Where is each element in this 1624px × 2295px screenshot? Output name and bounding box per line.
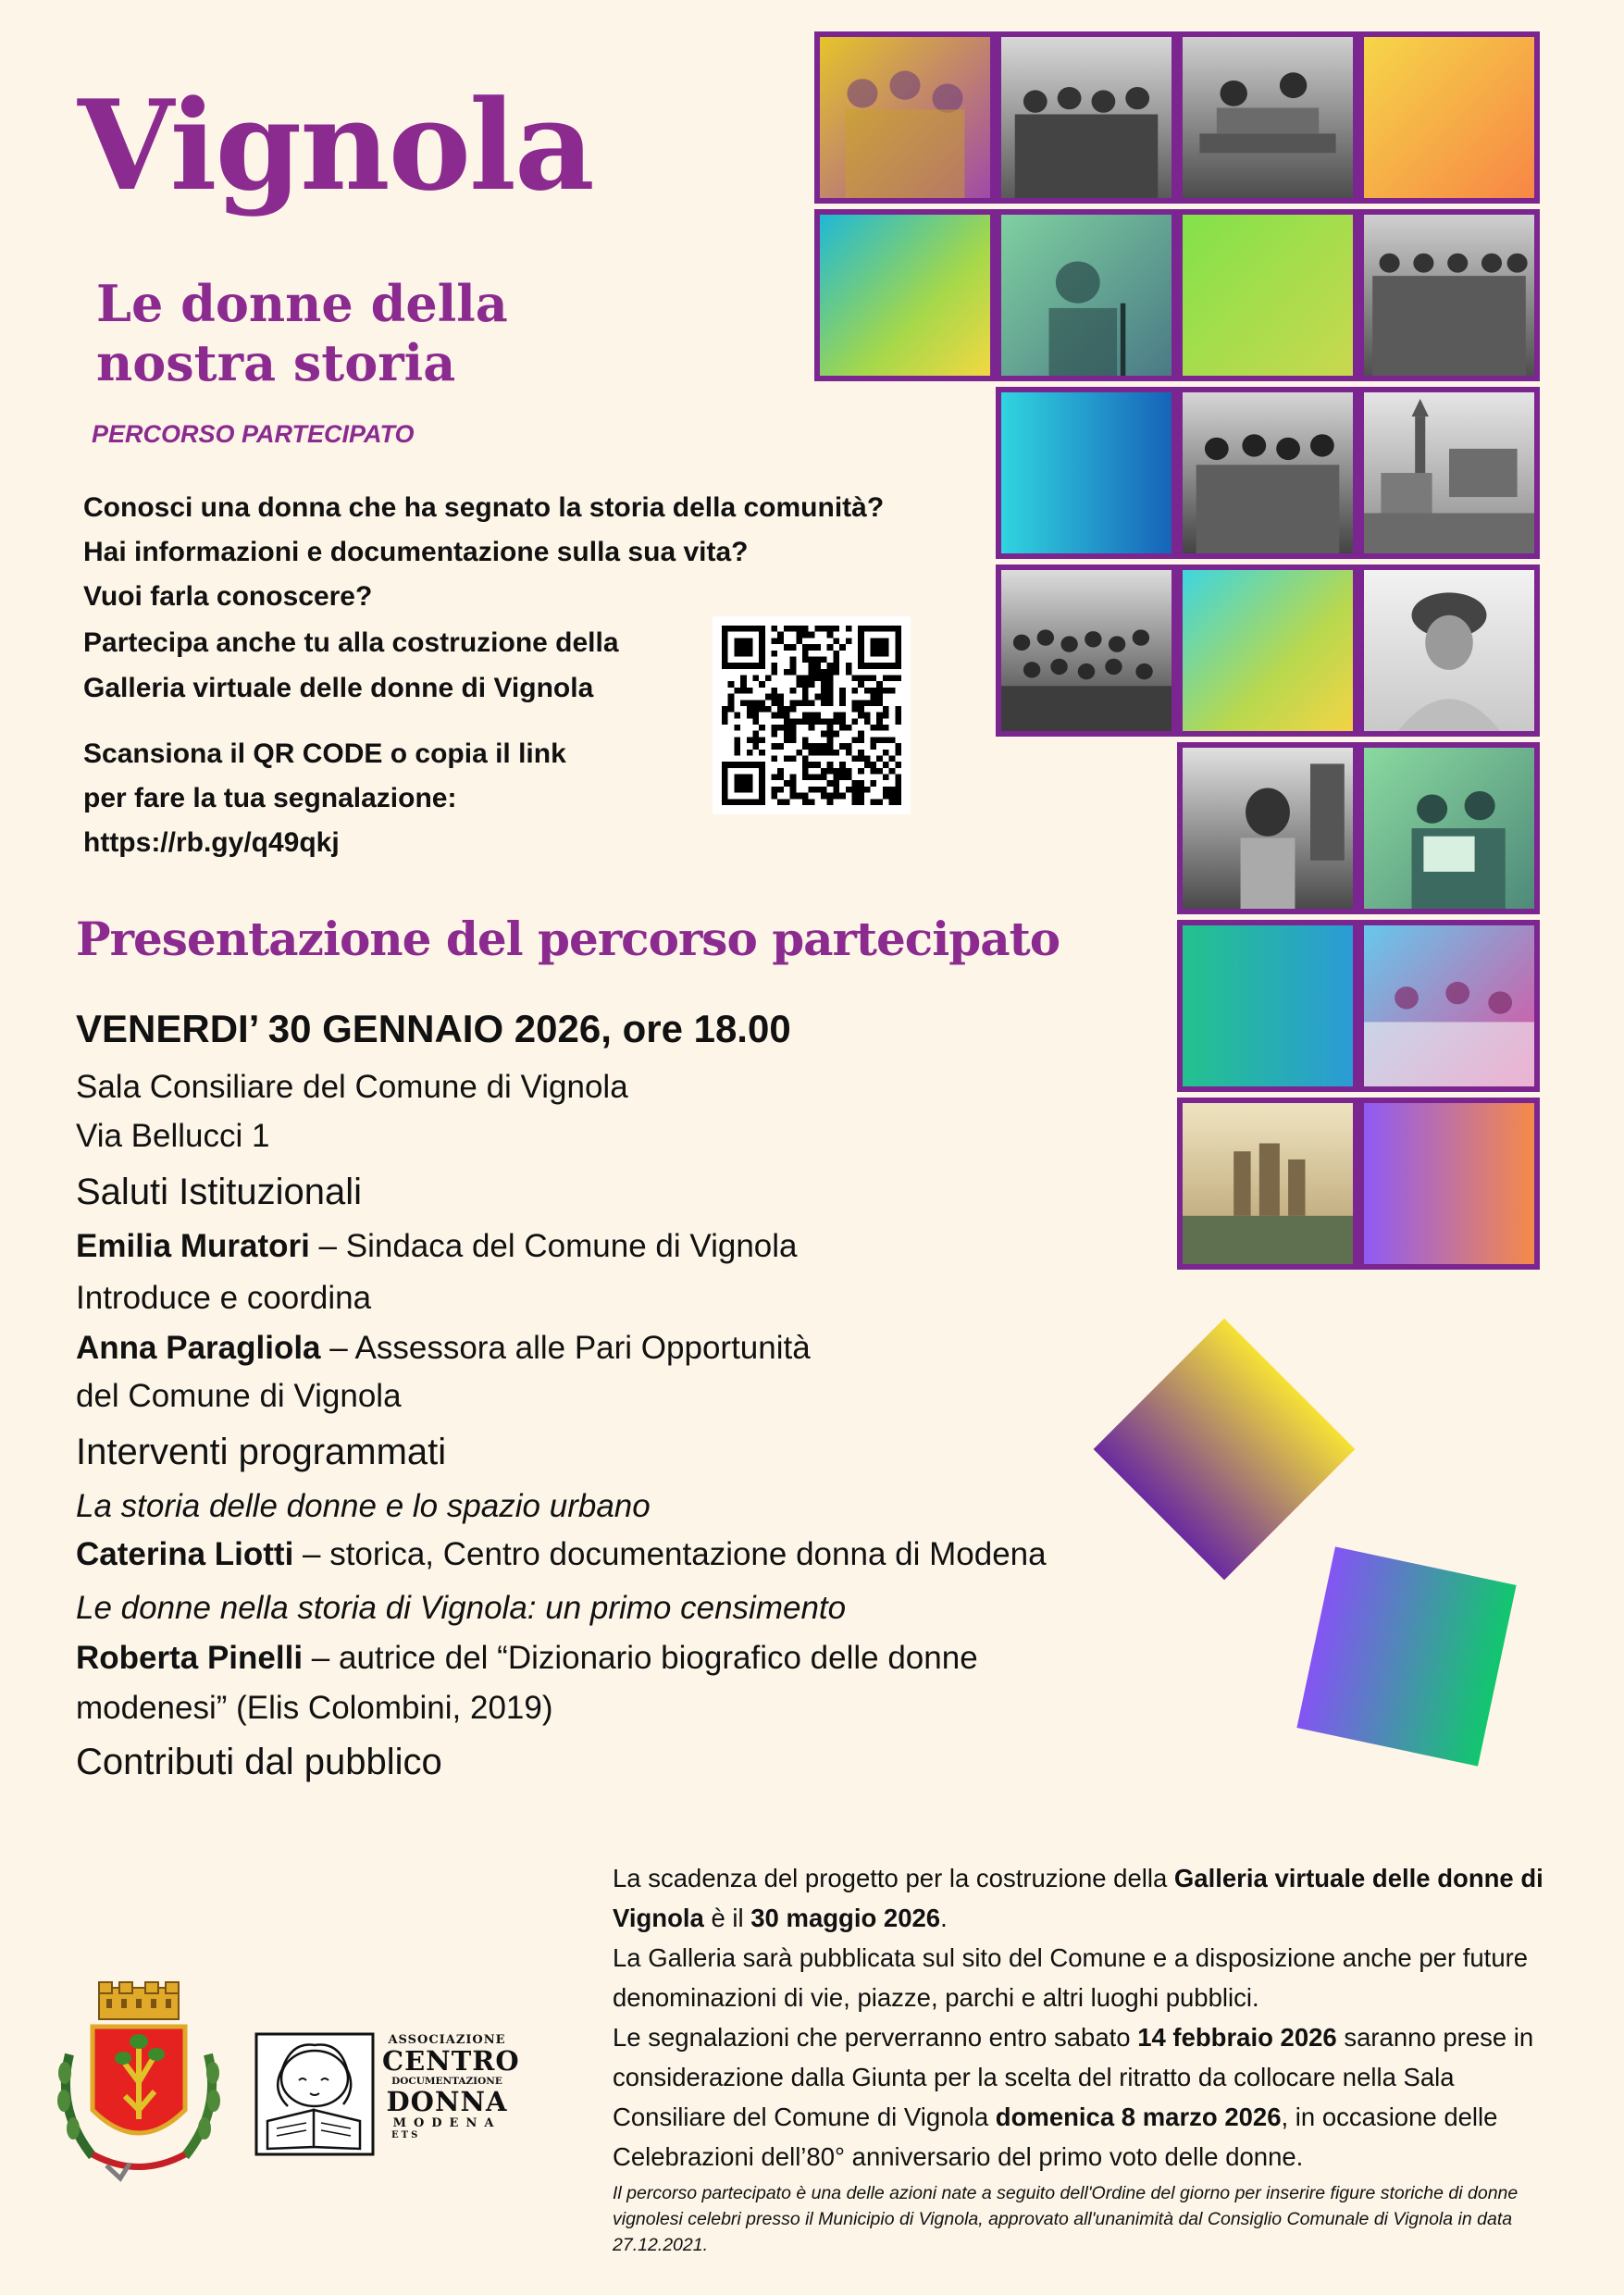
speaker-4-name: Roberta Pinelli [76,1640,304,1676]
footer-paragraph-deadline [613,1858,1566,1938]
decorative-square-violet-green [1286,1536,1527,1777]
color-square [1177,564,1358,737]
intro-line-4: Partecipa anche tu alla costruzione della [83,627,619,658]
intro-line-3: Vuoi farla conoscere? [83,581,373,612]
scan-line-1: Scansiona il QR CODE o copia il link [83,738,566,769]
color-square [996,387,1177,559]
photo-vignola-town-bw [1358,387,1540,559]
photo-women-group-tinted [814,31,996,204]
cdd-line-4: DONNA [386,2085,508,2117]
footer-deadline-date: 30 maggio 2026 [750,1904,941,1932]
color-square [814,209,996,381]
footer-text: . [940,1904,948,1932]
color-square [1177,920,1358,1092]
intro-heading: Introduce e coordina [76,1280,372,1316]
greetings-heading: Saluti Istituzionali [76,1172,363,1212]
color-square [1358,31,1540,204]
qr-code-pattern [722,626,901,805]
footer-text: , in occasione delle Celebrazioni dell’80° anniversario del primo voto delle donne. [613,2103,1498,2171]
color-square [1177,209,1358,381]
footer-info [613,1858,1566,2177]
closing-heading: Contributi dal pubblico [76,1742,442,1782]
cdd-line-5: MODENA [392,2115,502,2130]
speaker-4-role-line-2: modenesi” (Elis Colombini, 2019) [76,1690,553,1726]
speaker-3-name: Caterina Liotti [76,1536,294,1572]
page-title: Vignola [78,72,593,218]
speaker-1-role: – Sindaca del Comune di Vignola [309,1228,798,1264]
page-subtitle [96,274,614,392]
photo-group-bw [996,31,1177,204]
qr-code[interactable] [713,616,911,814]
footer-signal-date: 14 febbraio 2026 [1137,2023,1337,2052]
speaker-3-role: – storica, Centro documentazione donna di Modena [293,1536,1047,1572]
tagline: PERCORSO PARTECIPATO [92,420,415,448]
intro-line-2: Hai informazioni e documentazione sulla sua vita? [83,537,749,567]
photo-woman-shop-bw [1177,742,1358,914]
footer-text: è il [703,1904,751,1932]
cdd-line-6: ETS [391,2129,421,2140]
speaker-1 [76,1228,798,1265]
cdd-line-1: ASSOCIAZIONE [388,2033,506,2047]
photo-nurses-group-bw [1358,209,1540,381]
photo-women-newspaper-tinted [1358,742,1540,914]
photo-hospital-ward-tinted [1358,920,1540,1092]
venue-name: Sala Consiliare del Comune di Vignola [76,1069,628,1105]
footer-gallery-name: Galleria virtuale delle donne di Vignola [613,1864,1543,1932]
speaker-2 [76,1330,811,1367]
speaker-2-name: Anna Paragliola [76,1330,321,1366]
speaker-2-role-line-2: del Comune di Vignola [76,1378,402,1414]
color-square [1358,1098,1540,1270]
talk-2-title: Le donne nella storia di Vignola: un primo censimento [76,1590,847,1626]
footer-text: Le segnalazioni che perverranno entro sabato [613,2023,1138,2052]
photo-workers-group-bw [1177,387,1358,559]
footer-text: saranno prese in considerazione dalla Giunta per la scelta del ritratto da collocare nella Sala Consiliare del Comune di Vignola [613,2023,1534,2131]
intro-line-5: Galleria virtuale delle donne di Vignola [83,673,594,703]
scan-line-2: per fare la tua segnalazione: [83,783,457,813]
centro-documentazione-donna-logo [254,2032,520,2156]
speaker-3 [76,1536,1047,1573]
footer-paragraph-signals [613,2017,1566,2177]
intro-line-1: Conosci una donna che ha segnato la storia della comunità? [83,492,885,523]
photo-castle-painting [1177,1098,1358,1270]
photo-crowd-bw [996,564,1177,737]
footer-paragraph-publication: La Galleria sarà pubblicata sul sito del Comune e a disposizione anche per future denominazioni di vie, piazze, parchi e altri luoghi pubblici. [613,1943,1529,2012]
scan-link[interactable]: https://rb.gy/q49qkj [83,827,340,858]
speaker-4-role: – autrice del “Dizionario biografico delle donne [303,1640,978,1676]
talks-heading: Interventi programmati [76,1432,447,1472]
speaker-4 [76,1640,978,1677]
event-date: VENERDI’ 30 GENNAIO 2026, ore 18.00 [76,1007,791,1050]
photo-woman-microphone-tinted [996,209,1177,381]
venue-address: Via Bellucci 1 [76,1118,270,1154]
cdd-line-3: DOCUMENTAZIONE [391,2076,502,2087]
footer-text: La scadenza del progetto per la costruzione della [613,1864,1174,1892]
photo-woman-portrait-bw [1358,564,1540,737]
footer-note: Il percorso partecipato è una delle azioni nate a seguito dell'Ordine del giorno per inserire figure storiche di donne vignolesi celebri presso il Municipio di Vignola, approvato all'unanimità dal Consiglio Comunale di Vignola in data 27.12.2021. [613,2183,1519,2255]
footer-ceremony-date: domenica 8 marzo 2026 [995,2103,1282,2131]
talk-1-title: La storia delle donne e lo spazio urbano [76,1488,651,1524]
presentation-title: Presentazione del percorso partecipato [76,912,1060,966]
cdd-line-2: CENTRO [382,2045,520,2077]
speaker-2-role: – Assessora alle Pari Opportunità [320,1330,811,1366]
subtitle-line-1: Le donne della [96,274,508,333]
photo-workers-bw [1177,31,1358,204]
speaker-1-name: Emilia Muratori [76,1228,310,1264]
subtitle-line-2: nostra storia [96,333,456,392]
comune-vignola-coat-of-arms [51,1980,227,2184]
